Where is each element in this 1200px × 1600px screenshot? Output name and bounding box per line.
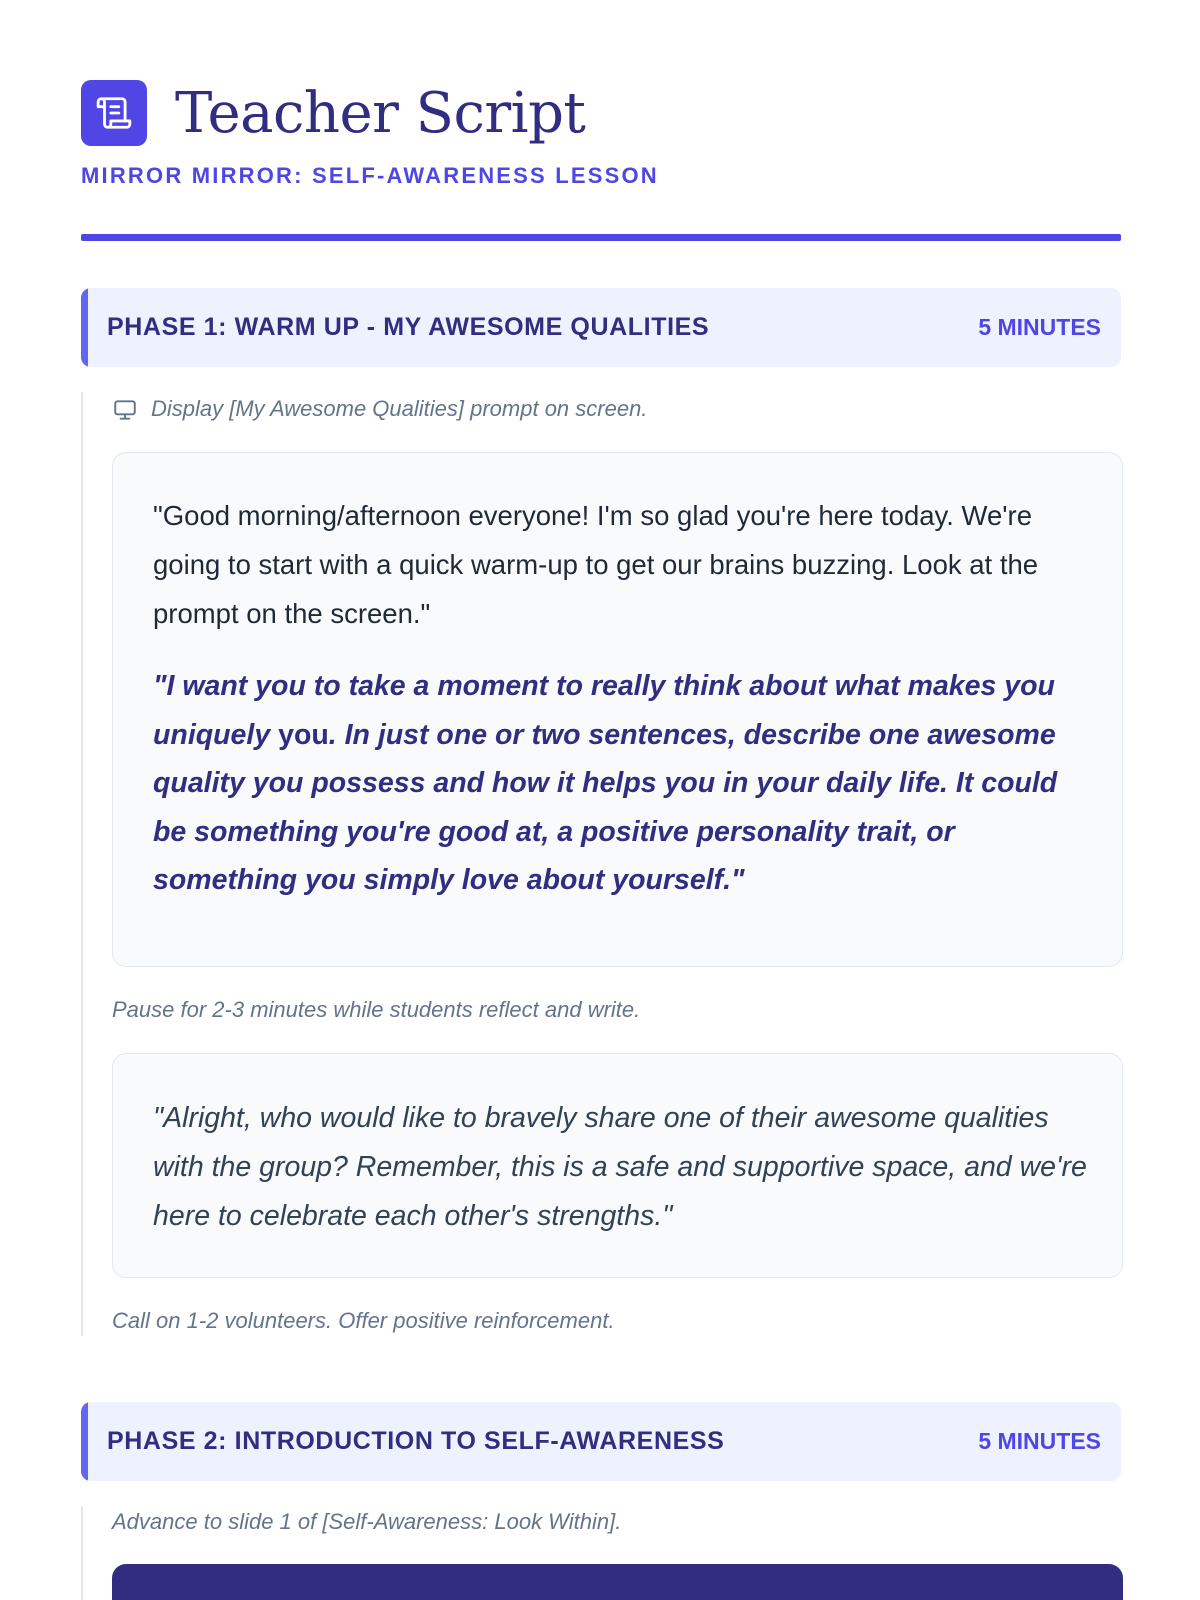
- advance-cue: Advance to slide 1 of [Self-Awareness: Look Within].: [112, 1509, 622, 1534]
- display-cue: Display [My Awesome Qualities] prompt on screen.: [151, 396, 648, 421]
- phase-2-body: [81, 1506, 1121, 1600]
- phase-1-title: PHASE 1: WARM UP - MY AWESOME QUALITIES: [107, 313, 710, 341]
- page-header: [81, 80, 1121, 242]
- script-box-2: [112, 1053, 1123, 1278]
- script-prompt: [153, 662, 1093, 905]
- phase-1-header: [81, 288, 1121, 367]
- phase-2-title: PHASE 2: INTRODUCTION TO SELF-AWARENESS: [107, 1427, 725, 1455]
- phase-2-header: [81, 1402, 1121, 1481]
- script-box-1: [112, 452, 1123, 967]
- script-prompt-emphasis: you: [278, 718, 329, 751]
- script-prompt-part-1: "I want you to take a moment to really think about what makes you uniquely: [153, 670, 1055, 751]
- slide-preview-box: [112, 1564, 1123, 1600]
- phase-1-body: [81, 392, 1121, 1336]
- phase-1-duration: 5 MINUTES: [978, 314, 1101, 340]
- lesson-subtitle: MIRROR MIRROR: SELF-AWARENESS LESSON: [81, 163, 659, 188]
- monitor-icon: [112, 397, 138, 423]
- script-greeting: "Good morning/afternoon everyone! I'm so glad you're here today. We're going to start with a quick warm-up to get our brains buzzing. Look at the prompt on the screen.": [153, 500, 1039, 629]
- phase-2-duration: 5 MINUTES: [978, 1428, 1101, 1454]
- scroll-icon: [81, 80, 147, 146]
- script-prompt-part-2: . In just one or two sentences, describe one awesome quality you possess and how it helps you in your daily life. It could be something you're good at, a positive personality trait, or something you simply love about yourself.": [153, 718, 1058, 896]
- script-share: "Alright, who would like to bravely share one of their awesome qualities with the group? Remember, this is a safe and supportive space, and we're here to celebrate each other's strengths.": [153, 1102, 1087, 1232]
- call-cue: Call on 1-2 volunteers. Offer positive reinforcement.: [112, 1308, 615, 1333]
- page-title: Teacher Script: [175, 81, 586, 146]
- pause-cue: Pause for 2-3 minutes while students reflect and write.: [112, 997, 641, 1022]
- header-divider: [81, 234, 1121, 241]
